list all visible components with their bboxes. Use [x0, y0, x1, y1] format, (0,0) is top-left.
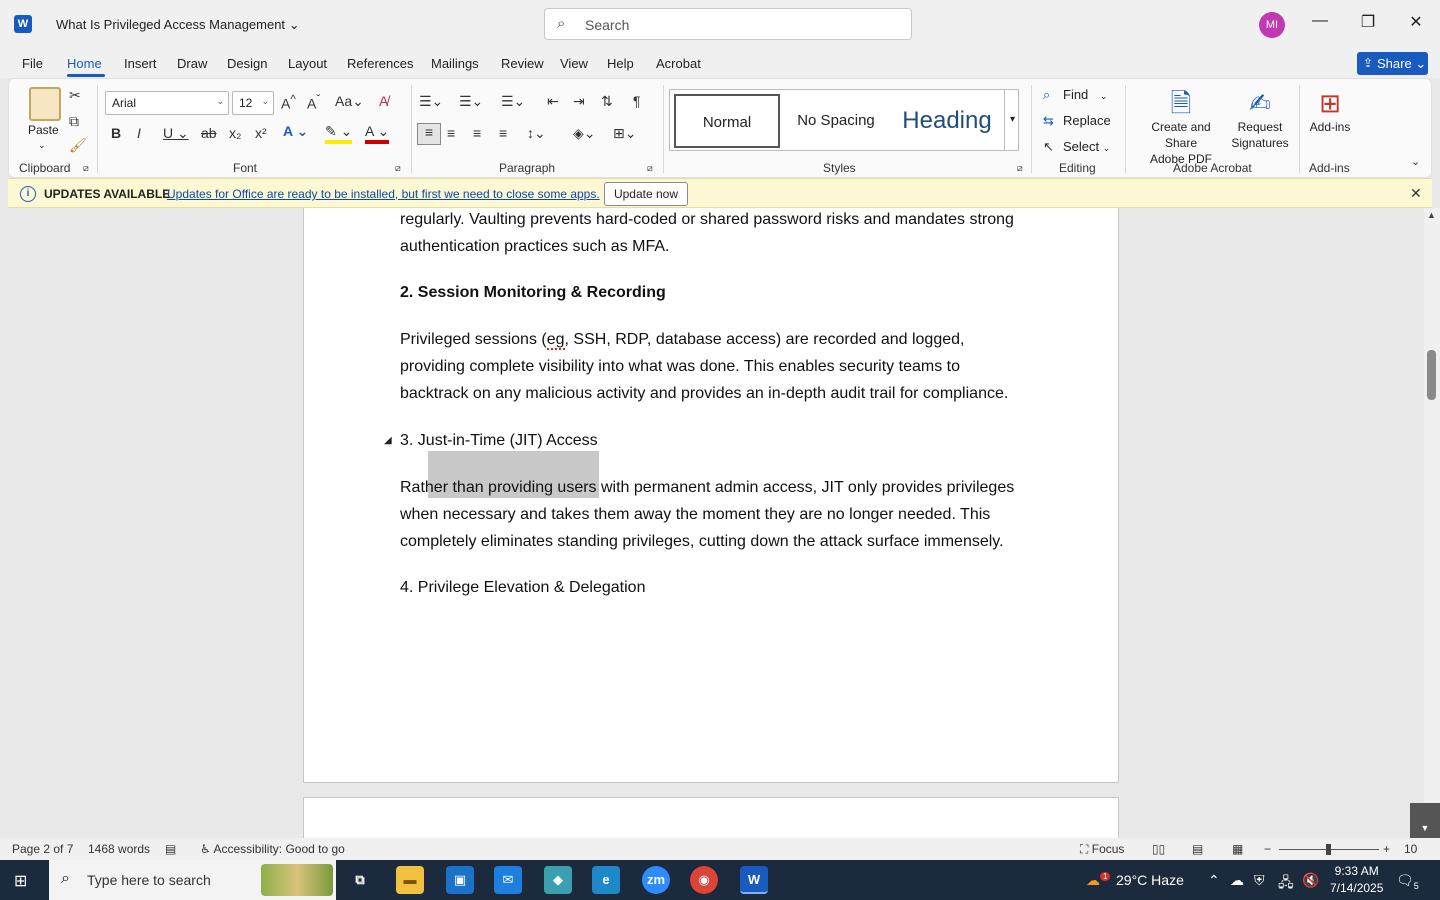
divider: [411, 85, 412, 173]
addins-group-label: Add-ins: [1309, 161, 1350, 175]
chevron-up-icon[interactable]: ⌃: [1208, 872, 1220, 888]
dialog-launcher-icon[interactable]: ⧄: [83, 163, 89, 173]
security-icon[interactable]: ⛨: [1254, 872, 1265, 888]
chrome-icon[interactable]: ◉: [690, 866, 718, 894]
update-message-link[interactable]: Updates for Office are ready to be installed, but first we need to close some apps.: [167, 187, 600, 201]
underline-icon[interactable]: U ⌄: [163, 125, 189, 141]
word-count[interactable]: 1468 words: [88, 842, 151, 856]
paste-button[interactable]: Paste ⌄: [28, 123, 59, 150]
tab-insert[interactable]: Insert: [124, 56, 157, 71]
search-icon: ⌕: [557, 15, 566, 32]
read-mode-icon[interactable]: ▯▯: [1152, 842, 1166, 856]
styles-group-label: Styles: [823, 161, 856, 175]
dialog-launcher-icon[interactable]: ⧄: [395, 163, 401, 173]
divider: [1125, 85, 1126, 173]
zoom-in-icon[interactable]: +: [1383, 842, 1391, 856]
tab-draw[interactable]: Draw: [177, 56, 208, 71]
close-icon[interactable]: ✕: [1409, 14, 1423, 31]
tab-design[interactable]: Design: [227, 56, 268, 71]
heading-session-monitoring[interactable]: 2. Session Monitoring & Recording: [400, 284, 666, 301]
update-title: UPDATES AVAILABLE: [44, 187, 171, 201]
avatar[interactable]: MI: [1259, 12, 1285, 38]
tab-view[interactable]: View: [560, 56, 588, 71]
show-formatting-icon[interactable]: ¶: [633, 93, 641, 109]
shading-icon[interactable]: ◈⌄: [573, 125, 596, 141]
vertical-scrollbar[interactable]: [1420, 208, 1440, 838]
font-size-select[interactable]: 12 ⌄: [232, 91, 274, 115]
chevron-down-icon: ⌄: [216, 96, 224, 106]
search-icon: ⌕: [1043, 87, 1051, 102]
title-bar: [0, 0, 1440, 48]
restore-icon[interactable]: ❐: [1360, 14, 1376, 31]
tab-mailings[interactable]: Mailings: [431, 56, 479, 71]
format-painter-icon[interactable]: 🖌: [69, 137, 87, 153]
document-page[interactable]: [303, 208, 1119, 783]
word-app-icon: W: [14, 15, 32, 33]
request-signatures-button[interactable]: ✍ Request Signatures: [1229, 87, 1291, 151]
paragraph-jit-access[interactable]: Rather than providing users with permanent admin access, JIT only provides privileges when necessary and takes them away the moment they are no longer needed. This completely eliminates standing privileges, cutting down the attack surface immensely.: [400, 479, 1015, 550]
word-taskbar-icon[interactable]: W: [740, 866, 768, 894]
spelling-error[interactable]: eg: [546, 331, 565, 348]
search-placeholder: Search: [585, 17, 630, 33]
font-color-icon[interactable]: A ⌄: [365, 123, 389, 144]
clear-formatting-icon[interactable]: A̸: [379, 93, 389, 109]
zoom-app-icon[interactable]: zm: [642, 866, 670, 894]
info-icon: i: [20, 186, 36, 202]
borders-icon[interactable]: ⊞⌄: [613, 125, 637, 141]
divider: [1299, 85, 1300, 173]
share-button[interactable]: ⇪ Share ⌄: [1357, 52, 1428, 75]
ribbon: [8, 78, 1432, 178]
search-input[interactable]: [544, 8, 912, 40]
scrollbar-thumb[interactable]: [1427, 350, 1436, 400]
tab-home[interactable]: Home: [67, 56, 102, 71]
scroll-up-icon[interactable]: ▲: [1427, 210, 1436, 220]
font-name-select[interactable]: Arial ⌄: [105, 91, 229, 115]
style-normal[interactable]: Normal: [674, 94, 780, 148]
add-ins-button[interactable]: ⊞ Add-ins: [1307, 87, 1353, 135]
collapse-heading-icon[interactable]: ◢: [384, 435, 392, 446]
zoom-slider-thumb[interactable]: [1326, 844, 1331, 855]
create-share-pdf-button[interactable]: 🗎 Create and Share Adobe PDF: [1135, 87, 1227, 167]
strikethrough-icon[interactable]: ab: [201, 125, 217, 141]
web-layout-icon[interactable]: ▦: [1232, 842, 1244, 856]
weather-icon[interactable]: ☁ $^1$: [1086, 872, 1110, 889]
focus-button[interactable]: ⛶ Focus: [1080, 842, 1125, 856]
update-now-button[interactable]: Update now: [604, 182, 688, 206]
accessibility-status[interactable]: ♿ Accessibility: Good to go: [200, 842, 345, 856]
volume-muted-icon[interactable]: 🔇: [1302, 872, 1320, 888]
search-icon: ⌕: [61, 870, 70, 887]
change-case-icon[interactable]: Aa⌄: [335, 93, 364, 109]
focus-icon: ⛶: [1080, 842, 1089, 856]
cursor-icon: ↖: [1043, 139, 1054, 154]
paragraph-vaulting[interactable]: regularly. Vaulting prevents hard-coded or shared password risks and mandates strong authentication practices such as MFA.: [400, 211, 1014, 255]
tab-acrobat[interactable]: Acrobat: [656, 56, 701, 71]
acrobat-group-label: Adobe Acrobat: [1173, 161, 1252, 175]
ribbon-tabs: [0, 48, 1440, 78]
proofing-icon[interactable]: ▤: [165, 842, 177, 856]
styles-gallery: [669, 89, 1019, 151]
tab-help[interactable]: Help: [607, 56, 634, 71]
print-layout-icon[interactable]: ▤: [1192, 842, 1204, 856]
accessibility-icon: ♿: [200, 842, 211, 856]
replace-button[interactable]: ⇆ Replace: [1043, 113, 1111, 128]
document-page-next[interactable]: [303, 797, 1119, 838]
mail-icon[interactable]: ✉: [494, 866, 522, 894]
app-diamond-icon[interactable]: ◆: [544, 866, 572, 894]
taskbar-search-placeholder: Type here to search: [87, 872, 211, 888]
multilevel-list-icon[interactable]: ☰⌄: [501, 93, 526, 109]
search-highlight-image: [261, 864, 333, 896]
paragraph-session-monitoring[interactable]: Privileged sessions (eg, SSH, RDP, database access) are recorded and logged, providing complete visibility into what was done. This enables security teams to backtrack on any malicious activity and provides an in-depth audit trail for compliance.: [400, 331, 1009, 402]
clock[interactable]: 9:33 AM 7/14/2025: [1330, 864, 1384, 895]
line-spacing-icon[interactable]: ↕⌄: [527, 125, 546, 141]
superscript-icon[interactable]: x²: [255, 125, 267, 141]
zoom-level[interactable]: 10: [1404, 842, 1418, 856]
select-button[interactable]: ↖ Select ⌄: [1043, 139, 1111, 154]
italic-icon[interactable]: I: [137, 125, 141, 141]
justify-icon[interactable]: ≡: [499, 125, 508, 141]
scroll-down-icon[interactable]: ▼: [1410, 803, 1440, 838]
windows-start-icon[interactable]: ⊞: [14, 873, 28, 890]
paragraph-group-label: Paragraph: [499, 161, 556, 175]
align-center-icon[interactable]: ≡: [447, 125, 456, 141]
page-count[interactable]: Page 2 of 7: [12, 842, 74, 856]
grow-font-icon[interactable]: A^: [281, 93, 296, 112]
update-notification-bar: [8, 178, 1432, 208]
minimize-icon[interactable]: —: [1312, 12, 1328, 29]
style-heading[interactable]: Heading: [902, 107, 992, 134]
styles-more-icon[interactable]: ▾: [1004, 90, 1020, 150]
numbering-icon[interactable]: ☰⌄: [459, 93, 484, 109]
sort-icon[interactable]: ⇅: [601, 93, 613, 109]
taskbar-search-input[interactable]: [49, 860, 336, 900]
file-explorer-icon[interactable]: ▬: [396, 866, 424, 894]
signature-icon: ✍: [1249, 88, 1271, 118]
status-bar: [0, 838, 1440, 860]
tab-layout[interactable]: Layout: [288, 56, 328, 71]
increase-indent-icon[interactable]: ⇥: [573, 93, 585, 109]
dialog-launcher-icon[interactable]: ⧄: [647, 163, 653, 173]
divider: [97, 85, 98, 173]
dialog-launcher-icon[interactable]: ⧄: [1017, 163, 1023, 173]
chevron-down-icon: ⌄: [261, 96, 269, 106]
bullets-icon[interactable]: ☰⌄: [419, 93, 444, 109]
tab-file[interactable]: File: [22, 56, 43, 71]
zoom-out-icon[interactable]: −: [1264, 842, 1272, 856]
store-icon[interactable]: ▣: [446, 866, 474, 894]
font-group-label: Font: [233, 161, 258, 175]
copy-icon[interactable]: ⧉: [69, 113, 79, 129]
cut-icon[interactable]: ✂: [69, 87, 81, 103]
highlight-icon[interactable]: ✎ ⌄: [325, 123, 352, 144]
close-icon[interactable]: ✕: [1410, 185, 1422, 201]
add-ins-icon: ⊞: [1319, 88, 1341, 118]
document-title[interactable]: What Is Privileged Access Management ⌄: [56, 17, 300, 32]
task-view-icon[interactable]: ⧉: [355, 872, 365, 887]
tab-references[interactable]: References: [347, 56, 414, 71]
align-right-icon[interactable]: ≡: [473, 125, 482, 141]
taskbar: [0, 860, 1440, 900]
active-tab-indicator: [67, 74, 105, 77]
subscript-icon[interactable]: x₂: [229, 125, 242, 141]
pdf-icon: 🗎: [1170, 88, 1192, 118]
document-canvas[interactable]: [0, 208, 1424, 838]
clipboard-group-label: Clipboard: [19, 161, 71, 175]
weather-status[interactable]: 29°C Haze: [1116, 872, 1184, 888]
replace-icon: ⇆: [1043, 113, 1054, 128]
divider: [663, 85, 664, 173]
chevron-down-icon: ⌄: [288, 17, 300, 32]
edge-browser-icon[interactable]: e: [592, 866, 620, 894]
find-button[interactable]: ⌕ Find ⌄: [1043, 87, 1108, 102]
style-no-spacing[interactable]: No Spacing: [797, 112, 875, 129]
align-left-icon[interactable]: ≡: [417, 123, 441, 145]
tab-review[interactable]: Review: [501, 56, 544, 71]
bold-icon[interactable]: B: [111, 125, 122, 141]
paste-icon[interactable]: [29, 87, 61, 121]
onedrive-icon[interactable]: ☁: [1230, 872, 1244, 888]
collapse-ribbon-icon[interactable]: ⌄: [1411, 156, 1421, 168]
shrink-font-icon[interactable]: $A^ˇ$: [307, 93, 321, 112]
text-effects-icon[interactable]: A ⌄: [283, 123, 309, 139]
network-icon[interactable]: 🖧: [1278, 874, 1294, 890]
share-icon: ⇪: [1363, 56, 1374, 70]
editing-group-label: Editing: [1059, 161, 1096, 175]
notifications-icon[interactable]: $🗨_5$: [1396, 872, 1419, 891]
heading-jit-access[interactable]: 3. Just-in-Time (JIT) Access: [400, 432, 598, 449]
decrease-indent-icon[interactable]: ⇤: [547, 93, 559, 109]
divider: [1031, 85, 1032, 173]
heading-privilege-elevation[interactable]: 4. Privilege Elevation & Delegation: [400, 579, 646, 596]
